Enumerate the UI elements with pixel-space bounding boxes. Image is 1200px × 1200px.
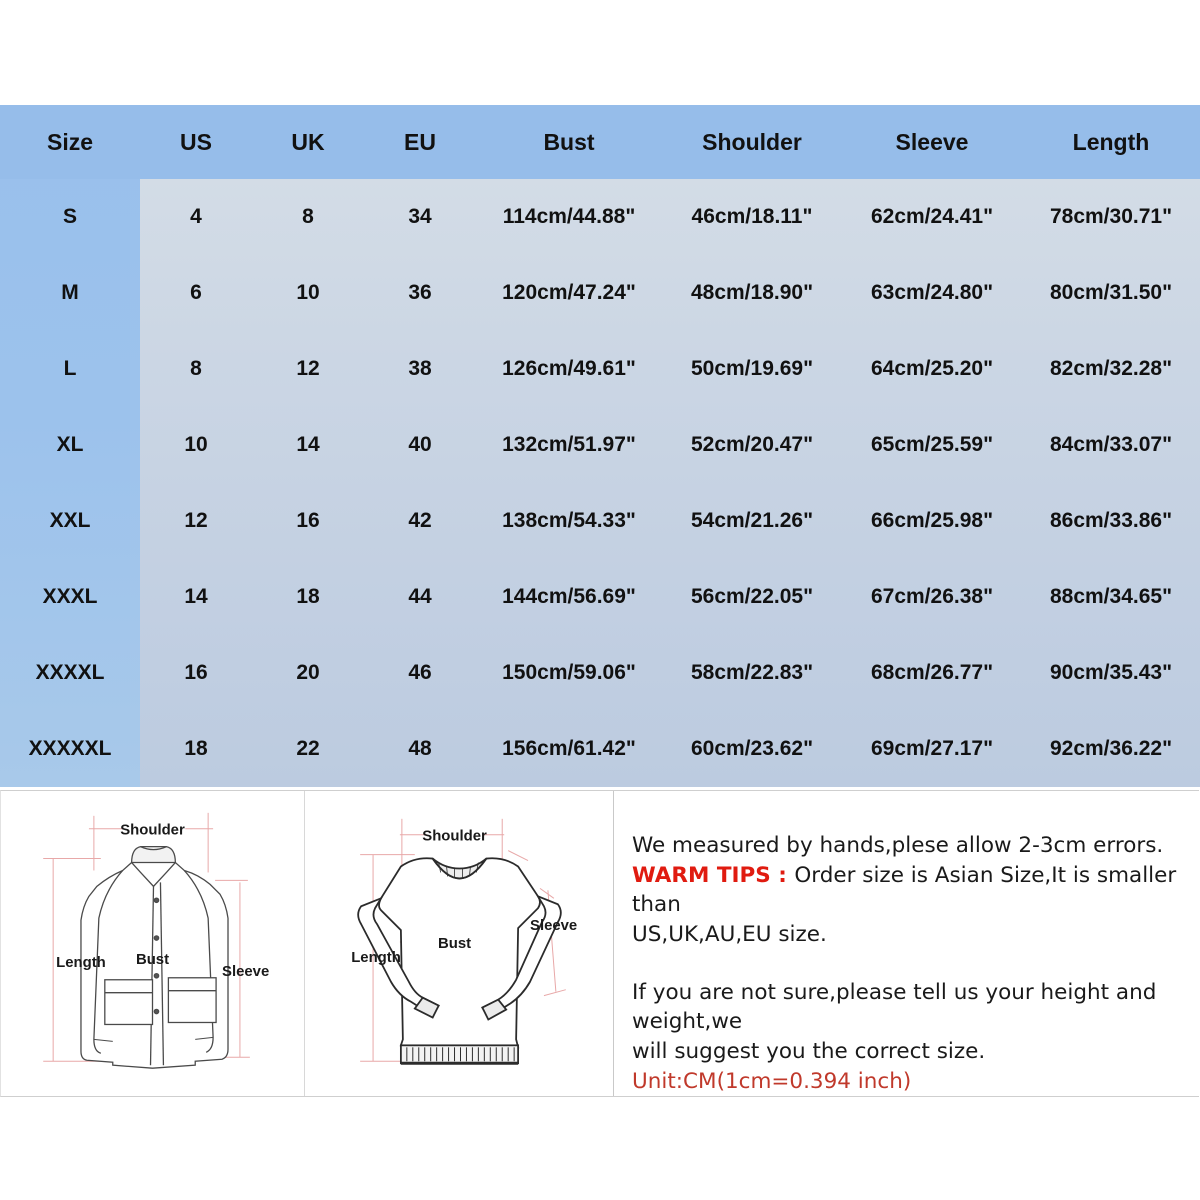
cell-size: S	[62, 205, 77, 228]
cell-shoulder: 56cm/22.05"	[690, 585, 814, 608]
cell-eu: 44	[408, 585, 432, 608]
table-row	[0, 407, 1200, 483]
table-row	[0, 483, 1200, 559]
cell-shoulder: 46cm/18.11"	[691, 205, 813, 228]
cell-size: XL	[56, 433, 84, 456]
cell-sleeve: 69cm/27.17"	[870, 737, 994, 760]
cell-shoulder: 60cm/23.62"	[690, 737, 814, 760]
cell-bust: 156cm/61.42"	[502, 737, 636, 760]
cell-eu: 34	[408, 205, 432, 228]
jacket-label-sleeve: Sleeve	[222, 963, 270, 980]
column-header-sleeve: Sleeve	[895, 128, 969, 155]
warm-tips-text: Order size is Asian Size,It is smaller than	[632, 862, 1177, 918]
cell-bust: 120cm/47.24"	[502, 281, 636, 304]
cell-bust: 132cm/51.97"	[502, 433, 636, 456]
size-chart-table	[0, 105, 1200, 787]
cell-bust: 126cm/49.61"	[502, 357, 636, 380]
cell-eu: 38	[408, 357, 432, 380]
sweater-diagram-cell	[305, 791, 614, 1096]
cell-sleeve: 65cm/25.59"	[870, 433, 994, 456]
cell-shoulder: 48cm/18.90"	[690, 281, 814, 304]
note-unsure-line-2: will suggest you the correct size.	[632, 1038, 986, 1064]
table-row	[0, 255, 1200, 331]
cell-us: 4	[190, 205, 202, 228]
sweater-label-sleeve: Sleeve	[530, 918, 578, 935]
cell-sleeve: 64cm/25.20"	[870, 357, 994, 380]
column-header-uk: UK	[291, 128, 325, 155]
cell-us: 12	[184, 509, 208, 532]
cell-size: XXL	[49, 509, 91, 532]
cell-uk: 10	[296, 281, 320, 304]
note-warm-tips-line	[632, 861, 1185, 920]
cell-size: XXXL	[42, 585, 98, 608]
table-body	[0, 179, 1200, 787]
sweater-label-bust: Bust	[437, 935, 472, 952]
cell-length: 84cm/33.07"	[1049, 433, 1173, 456]
cell-eu: 48	[408, 737, 432, 760]
size-chart-table-block	[0, 105, 1200, 787]
jacket-label-bust: Bust	[135, 951, 170, 968]
jacket-diagram-cell	[1, 791, 305, 1096]
cell-sleeve: 63cm/24.80"	[870, 281, 994, 304]
jacket-label-length: Length	[56, 954, 106, 971]
table-row	[0, 635, 1200, 711]
cell-uk: 14	[296, 433, 320, 456]
cell-length: 88cm/34.65"	[1049, 585, 1173, 608]
warm-tips-label: WARM TIPS	[632, 862, 771, 888]
cell-length: 92cm/36.22"	[1049, 737, 1173, 760]
cell-us: 6	[190, 281, 202, 304]
cell-shoulder: 58cm/22.83"	[690, 661, 814, 684]
cell-eu: 46	[408, 661, 432, 684]
cell-eu: 42	[408, 509, 432, 532]
note-measure-line: We measured by hands,plese allow 2-3cm errors.	[632, 833, 1164, 858]
cell-uk: 20	[296, 661, 320, 684]
cell-us: 8	[190, 357, 202, 380]
warm-tips-separator: :	[770, 862, 795, 888]
column-header-eu: EU	[404, 128, 436, 155]
jacket-measurement-diagram	[1, 791, 304, 1096]
sweater-measurement-diagram	[305, 791, 613, 1096]
cell-size: XXXXXL	[28, 737, 112, 760]
cell-sleeve: 62cm/24.41"	[870, 205, 994, 228]
table-row	[0, 711, 1200, 787]
cell-length: 80cm/31.50"	[1049, 281, 1173, 304]
table-row	[0, 331, 1200, 407]
cell-shoulder: 50cm/19.69"	[690, 357, 814, 380]
column-header-length: Length	[1072, 128, 1150, 155]
cell-bust: 150cm/59.06"	[502, 661, 636, 684]
table-header-row	[0, 105, 1200, 179]
cell-size: M	[61, 281, 79, 304]
cell-shoulder: 54cm/21.26"	[690, 509, 814, 532]
column-header-bust: Bust	[543, 128, 595, 155]
cell-bust: 138cm/54.33"	[502, 509, 636, 532]
cell-us: 18	[184, 737, 208, 760]
cell-bust: 114cm/44.88"	[502, 205, 636, 228]
cell-uk: 22	[296, 737, 320, 760]
cell-length: 90cm/35.43"	[1049, 661, 1173, 684]
cell-us: 14	[184, 585, 208, 608]
cell-us: 16	[184, 661, 208, 684]
cell-length: 78cm/30.71"	[1049, 205, 1173, 228]
cell-shoulder: 52cm/20.47"	[690, 433, 814, 456]
cell-bust: 144cm/56.69"	[502, 585, 636, 608]
note-unit-line: Unit:CM(1cm=0.394 inch)	[632, 1068, 912, 1094]
sweater-label-shoulder: Shoulder	[422, 828, 487, 845]
cell-size: L	[63, 357, 77, 380]
cell-sleeve: 67cm/26.38"	[870, 585, 994, 608]
measurement-guide-panel	[0, 790, 1199, 1097]
column-header-us: US	[180, 128, 212, 155]
cell-us: 10	[184, 433, 208, 456]
jacket-label-shoulder: Shoulder	[120, 822, 185, 839]
cell-eu: 40	[408, 433, 432, 456]
column-header-size: Size	[46, 128, 94, 155]
cell-uk: 18	[296, 585, 320, 608]
cell-uk: 8	[302, 205, 314, 228]
table-row	[0, 179, 1200, 255]
notes-spacer	[632, 950, 1185, 978]
note-sizes-line: US,UK,AU,EU size.	[632, 921, 827, 947]
notes-block	[614, 791, 1199, 1096]
cell-uk: 12	[296, 357, 320, 380]
column-header-shoulder: Shoulder	[702, 128, 802, 155]
table-row	[0, 559, 1200, 635]
cell-length: 86cm/33.86"	[1049, 509, 1173, 532]
notes-cell	[614, 791, 1199, 1096]
cell-length: 82cm/32.28"	[1049, 357, 1173, 380]
note-unsure-line-1: If you are not sure,please tell us your height and weight,we	[632, 979, 1157, 1035]
cell-sleeve: 68cm/26.77"	[870, 661, 994, 684]
sweater-label-length: Length	[351, 949, 401, 966]
cell-eu: 36	[408, 281, 432, 304]
cell-size: XXXXL	[35, 661, 105, 684]
cell-sleeve: 66cm/25.98"	[870, 509, 994, 532]
cell-uk: 16	[296, 509, 320, 532]
